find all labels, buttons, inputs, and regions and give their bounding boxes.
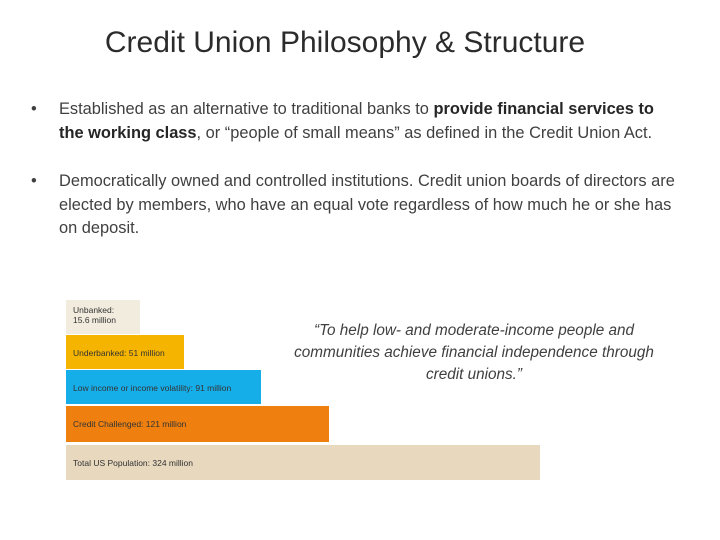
bar-total-population — [66, 445, 540, 480]
bullet-text: Democratically owned and controlled institutions. Credit union boards of directors are elected by members, who have an equal vote regardless of how much he or she has on deposit. — [59, 172, 675, 237]
bar-label: Total US Population: 324 million — [73, 458, 194, 468]
bar-label-line: 15.6 million — [73, 315, 116, 325]
bar-label: Underbanked: 51 million — [73, 348, 165, 358]
bar-label-line: Unbanked: — [73, 305, 115, 315]
bullet-bold-text: provide financial services to the working class — [59, 100, 654, 142]
bar-credit-challenged — [66, 406, 329, 442]
slide-title: Credit Union Philosophy & Structure — [104, 26, 586, 59]
bar-label: Low income or income volatility: 91 million — [73, 383, 232, 393]
bullet-text: Established as an alternative to traditional banks to — [59, 100, 434, 118]
bar-low-income — [66, 370, 261, 404]
bar-label: Credit Challenged: 121 million — [73, 419, 187, 429]
bar-unbanked — [66, 300, 140, 334]
bullet-marker: • — [31, 172, 37, 190]
bullet-text-after: , or “people of small means” as defined in the Credit Union Act. — [196, 123, 653, 142]
bar-underbanked — [66, 335, 184, 369]
mission-quote: “To help low- and moderate-income people and communities achieve financial independence through credit unions.” — [294, 322, 654, 383]
bar-label — [73, 305, 116, 325]
bullet-marker: • — [31, 100, 37, 118]
